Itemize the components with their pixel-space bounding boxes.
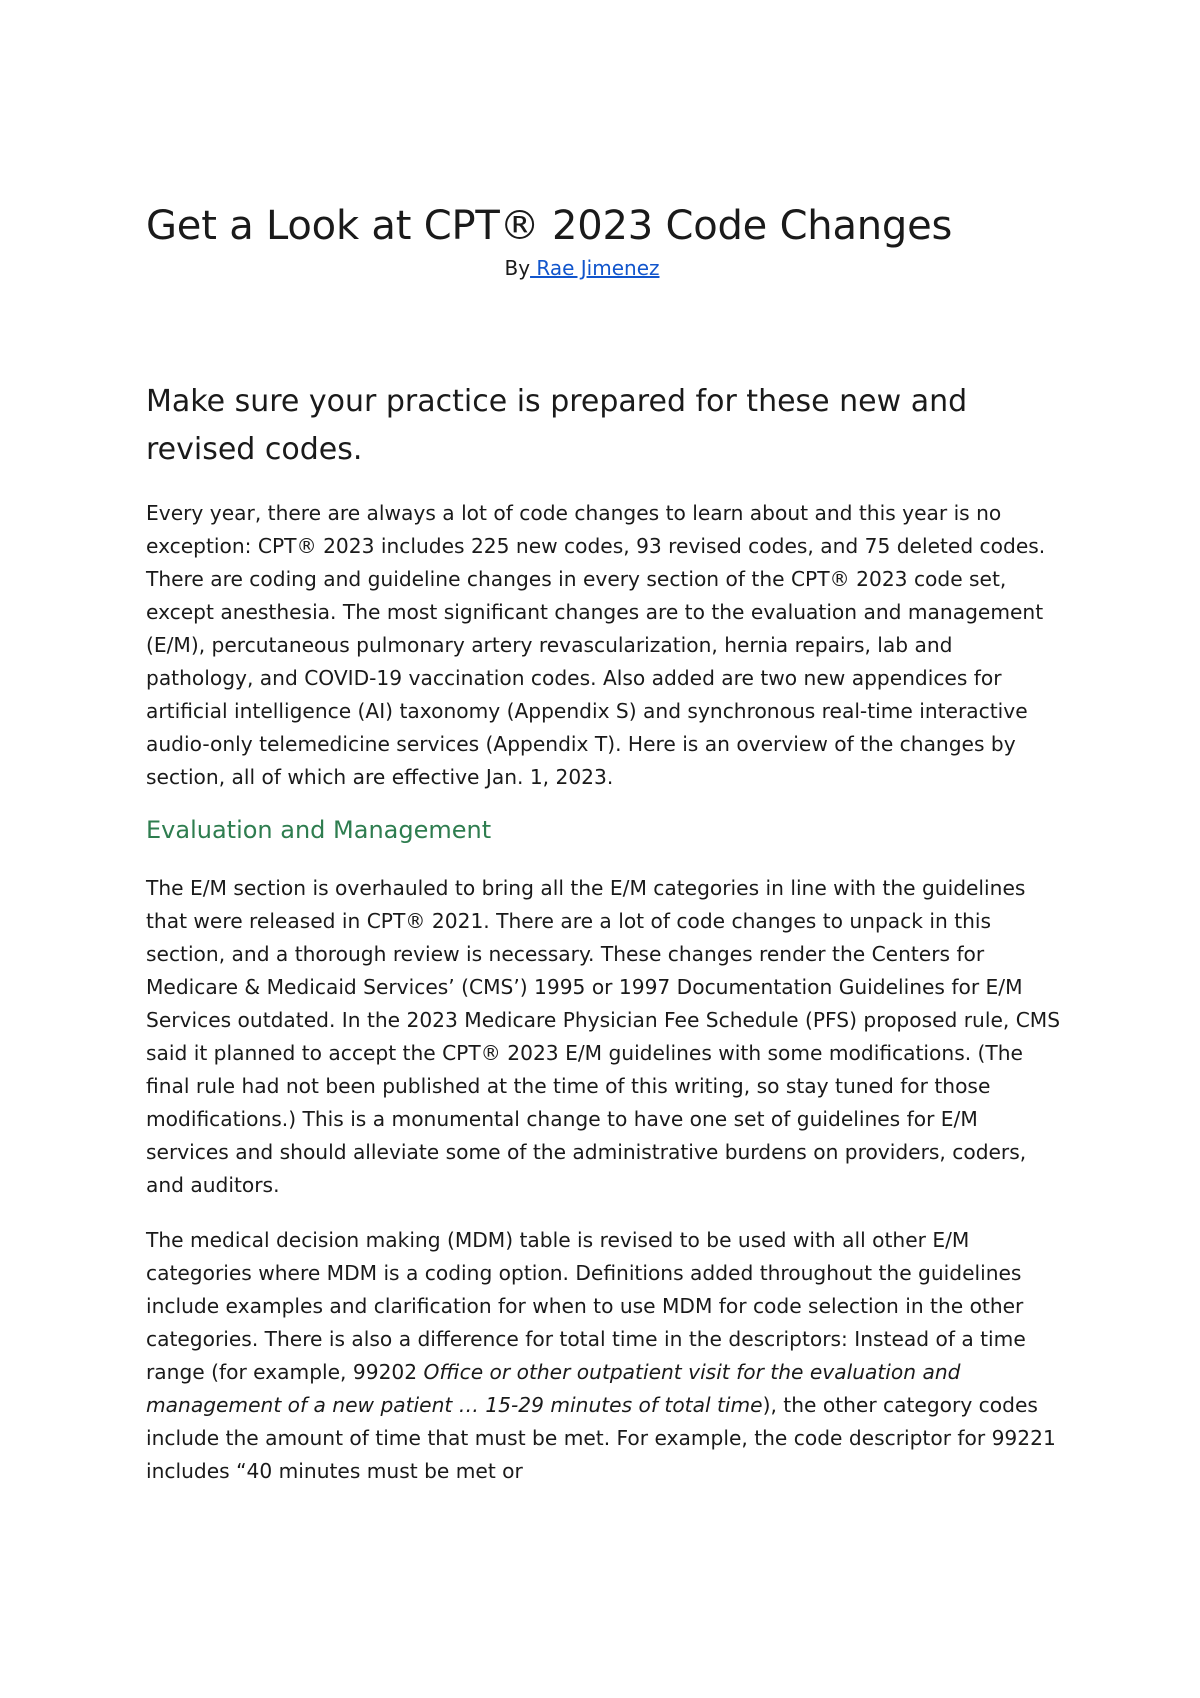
em-paragraph-1: The E/M section is overhauled to bring all the E/M categories in line with the guidelines that were released in CPT® 2021. There are a lot of code changes to unpack in this section, and a thorough review is necessary. These changes render the Centers for Medicare & Medicaid Services’ (CMS’) 1995 or 1997 Documentation Guidelines for E/M Services outdated. In the 2023 Medicare Physician Fee Schedule (PFS) proposed rule, CMS said it planned to accept the CPT® 2023 E/M guidelines with some modifications. (The final rule had not been published at the time of this writing, so stay tuned for those modifications.) This is a monumental change to have one set of guidelines for E/M services and should alleviate some of the administrative burdens on providers, coders, and auditors. [146, 876, 1061, 1197]
article-subtitle: Make sure your practice is prepared for these new and revised codes. [146, 384, 968, 467]
intro-paragraph: Every year, there are always a lot of code changes to learn about and this year is no exception: CPT® 2023 includes 225 new codes, 93 revised codes, and 75 deleted codes. There are coding and guideline changes in every section of the CPT® 2023 code set, except anesthesia. The most significant changes are to the evaluation and management (E/M), percutaneous pulmonary artery revascularization, hernia repairs, lab and pathology, and COVID-19 vaccination codes. Also added are two new appendices for artificial intelligence (AI) taxonomy (Appendix S) and synchronous real-time interactive audio-only telemedicine services (Appendix T). Here is an overview of the changes by section, all of which are effective Jan. 1, 2023. [146, 501, 1046, 789]
em-paragraph-2-text-a: The medical decision making (MDM) table is revised to be used with all other E/M categories where MDM is a coding option. Definitions added throughout the guidelines include examples and clarification for when to use MDM for code selection in the other categories. There is also a difference for total time in the descriptors: Instead of a time range (for example, 99202 [146, 1228, 1026, 1384]
em-paragraph-2-text-b: ), the other category codes include the amount of time that must be met. For example, the code descriptor for 99221 includes “40 minutes must be met or [146, 1393, 1056, 1483]
em-paragraph-2 [146, 1224, 1066, 1488]
code-descriptor-italic: Office or other outpatient visit for the evaluation and management of a new patient … 15-29 minutes of total time [146, 1360, 961, 1417]
page-title: Get a Look at CPT® 2023 Code Changes [146, 203, 953, 249]
section-heading-evaluation-and-management: Evaluation and Management [146, 816, 492, 844]
author-link[interactable]: Rae Jimenez [530, 256, 660, 280]
byline-prefix: By [504, 256, 531, 280]
article [146, 196, 1066, 1488]
byline [146, 254, 1018, 282]
